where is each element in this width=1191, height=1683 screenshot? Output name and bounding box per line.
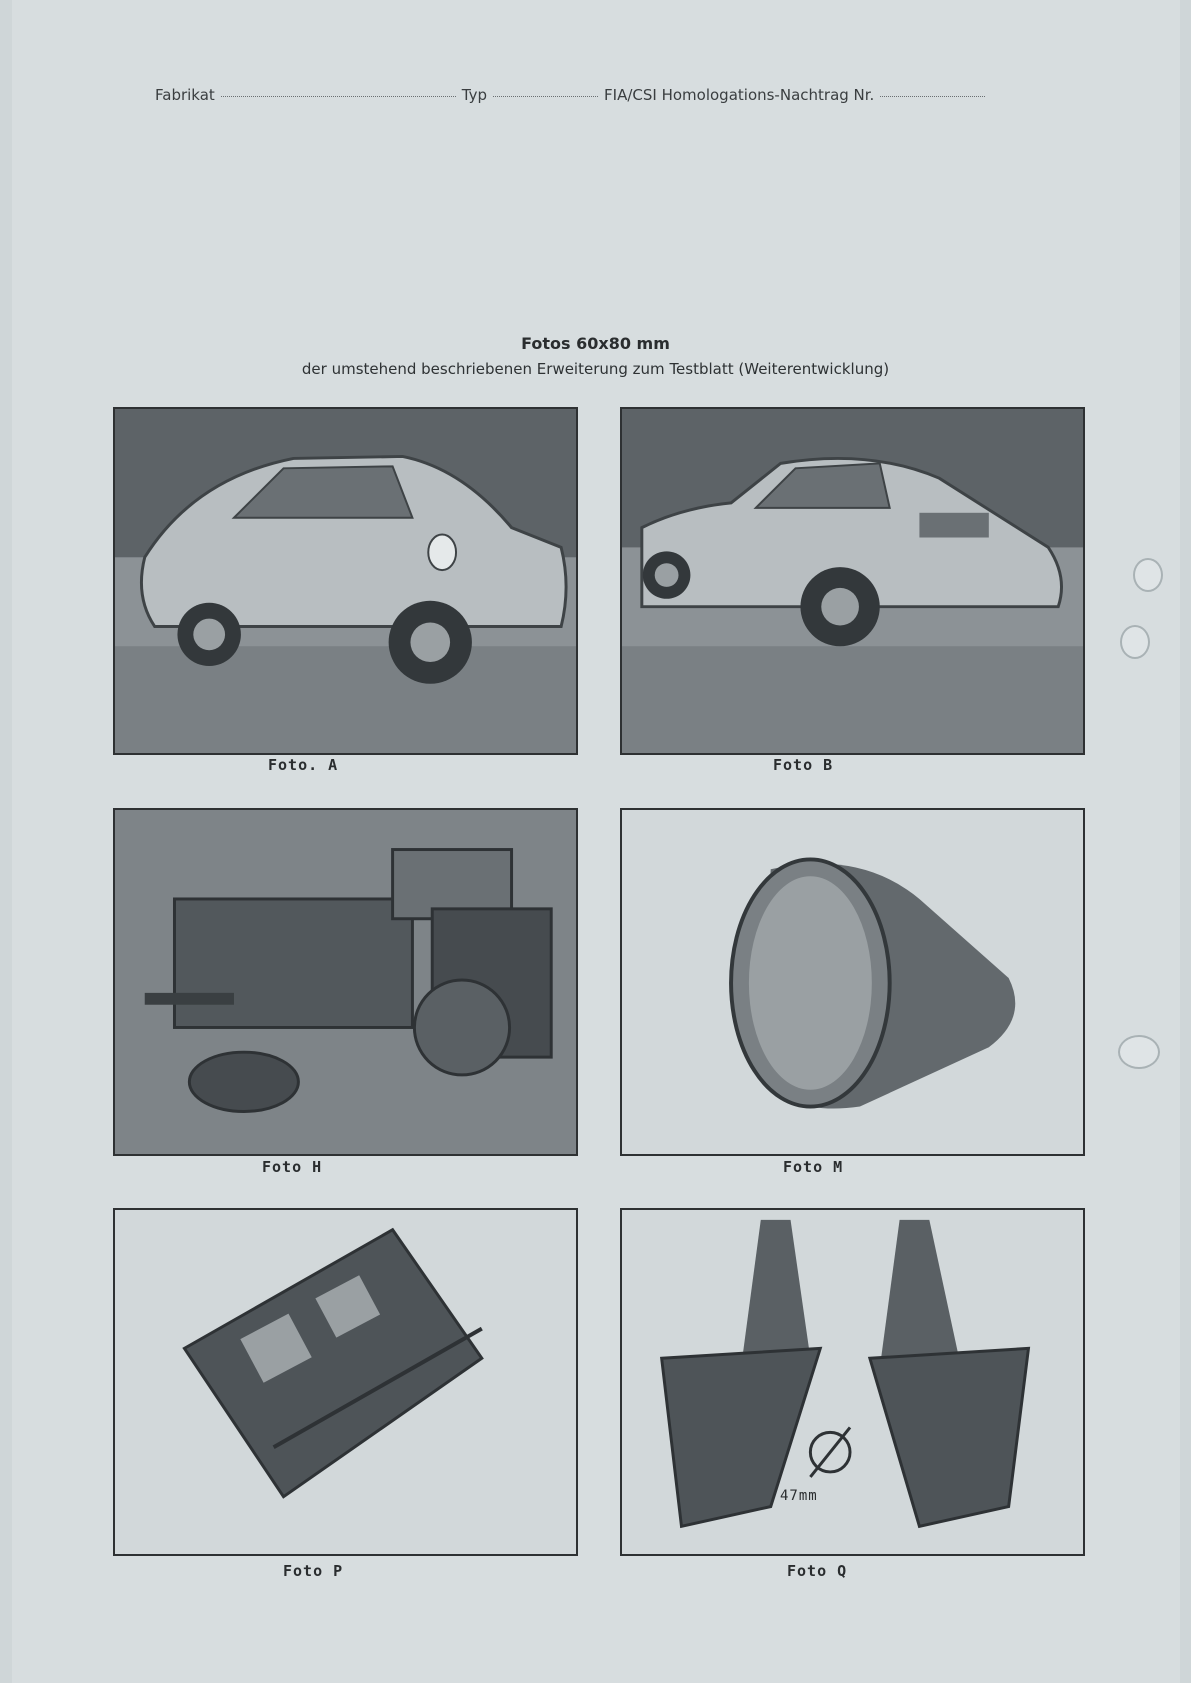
- caption-photo-a: Foto. A: [268, 756, 339, 774]
- photo-b: [620, 407, 1085, 755]
- photo-h: [113, 808, 578, 1156]
- typ-field-line: [493, 95, 598, 97]
- page-title: Fotos 60x80 mm: [521, 334, 670, 353]
- binder-hole: [1118, 1035, 1160, 1069]
- binder-hole: [1133, 558, 1163, 592]
- nachtrag-label: FIA/CSI Homologations-Nachtrag Nr.: [604, 86, 875, 104]
- form-header: [155, 86, 1035, 104]
- photo-q: [620, 1208, 1085, 1556]
- nachtrag-field-line: [880, 95, 985, 97]
- fabrikat-field-line: [221, 95, 456, 97]
- fabrikat-label: Fabrikat: [155, 86, 215, 104]
- caption-photo-b: Foto B: [773, 756, 834, 774]
- caption-photo-q: Foto Q: [787, 1562, 848, 1580]
- page-subtitle: der umstehend beschriebenen Erweiterung zum Testblatt (Weiterentwicklung): [301, 360, 890, 378]
- photo-m: [620, 808, 1085, 1156]
- caption-photo-m: Foto M: [783, 1158, 844, 1176]
- caption-photo-p: Foto P: [283, 1562, 344, 1580]
- typ-label: Typ: [461, 86, 488, 104]
- photo-p: [113, 1208, 578, 1556]
- binder-hole: [1120, 625, 1150, 659]
- photo-a: [113, 407, 578, 755]
- caption-photo-h: Foto H: [262, 1158, 323, 1176]
- annotation-photo-q: 47mm: [780, 1488, 818, 1504]
